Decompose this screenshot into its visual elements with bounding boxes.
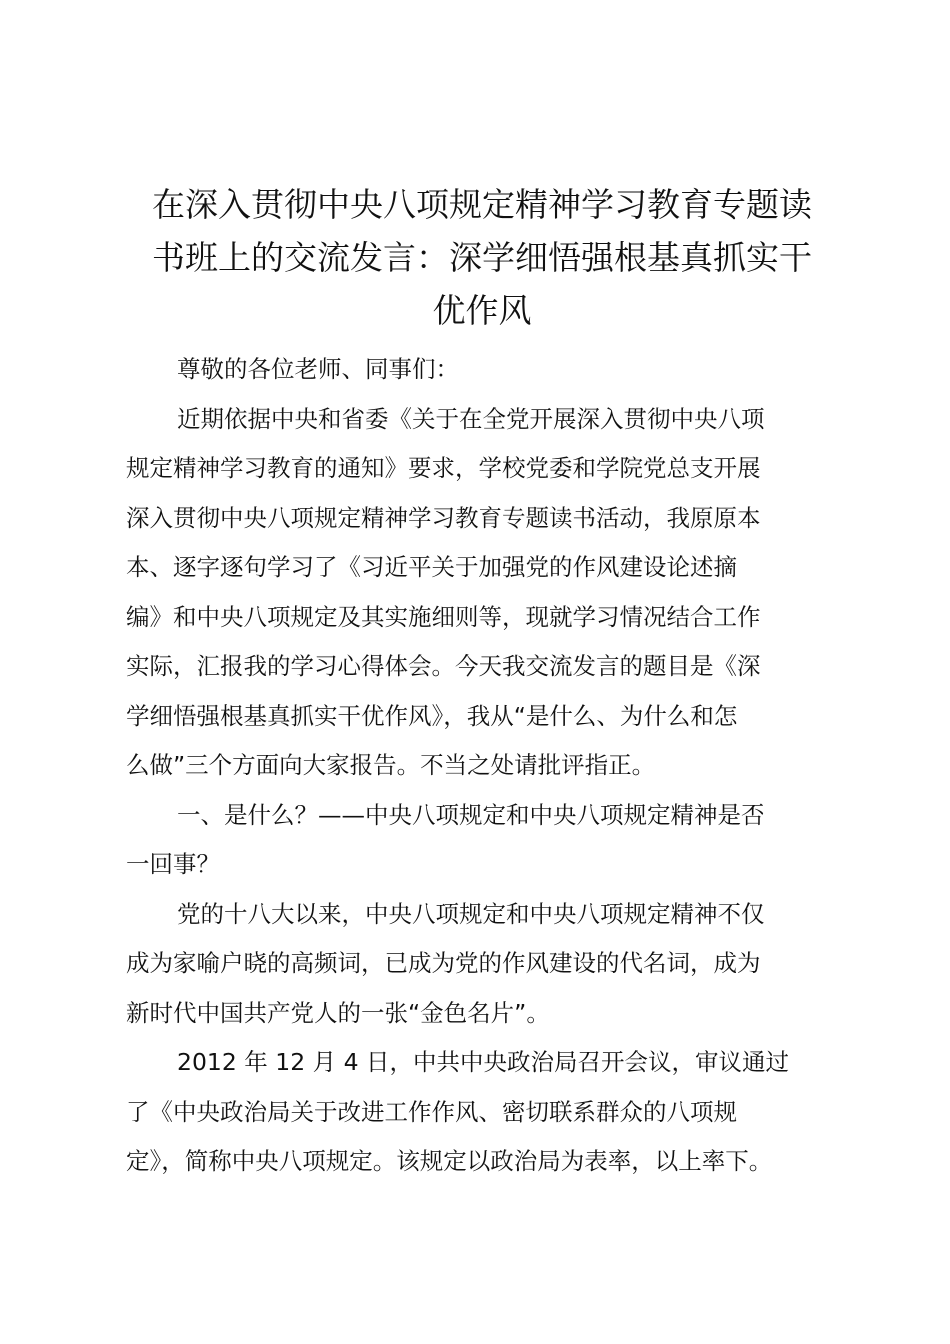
text-line: 规定精神学习教育的通知》要求，学校党委和学院党总支开展 [126, 454, 761, 482]
text-line: 本、逐字逐句学习了《习近平关于加强党的作风建设论述摘 [126, 553, 737, 581]
salutation-paragraph [126, 345, 838, 395]
text-line: 么做”三个方面向大家报告。不当之处请批评指正。 [126, 751, 656, 779]
body-paragraph [126, 890, 838, 1039]
text-line: 一、是什么？——中央八项规定和中央八项规定精神是否 [177, 800, 765, 829]
title-line: 在深入贯彻中央八项规定精神学习教育专题读 [152, 185, 812, 224]
document-page [126, 178, 838, 1187]
text-line: 党的十八大以来，中央八项规定和中央八项规定精神不仅 [177, 899, 765, 928]
text-line: 深入贯彻中央八项规定精神学习教育专题读书活动，我原原本 [126, 503, 761, 532]
text-line: 实际，汇报我的学习心得体会。今天我交流发言的题目是《深 [126, 652, 761, 680]
body-paragraph [126, 1038, 838, 1187]
text-line: 定》，简称中央八项规定。该规定以政治局为表率，以上率下。 [126, 1147, 773, 1175]
section-heading-paragraph [126, 791, 838, 890]
text-line: 2012 年 12 月 4 日，中共中央政治局召开会议，审议通过 [177, 1048, 790, 1076]
text-line: 成为家喻户晓的高频词，已成为党的作风建设的代名词，成为 [126, 949, 761, 977]
title-line: 优作风 [432, 291, 532, 330]
text-line: 近期依据中央和省委《关于在全党开展深入贯彻中央八项 [177, 404, 765, 433]
text-line: 学细悟强根基真抓实干优作风》，我从“是什么、为什么和怎 [126, 701, 738, 730]
title-line: 书班上的交流发言：深学细悟强根基真抓实干 [152, 238, 812, 277]
text-line: 一回事？ [126, 850, 220, 878]
document-body [126, 345, 838, 1187]
text-line: 新时代中国共产党人的一张“金色名片”。 [126, 998, 550, 1027]
text-line: 编》和中央八项规定及其实施细则等，现就学习情况结合工作 [126, 602, 761, 631]
document-title [126, 178, 838, 337]
intro-paragraph [126, 395, 838, 791]
text-line: 了《中央政治局关于改进工作作风、密切联系群众的八项规 [126, 1097, 737, 1126]
text-line: 尊敬的各位老师、同事们： [177, 355, 459, 383]
